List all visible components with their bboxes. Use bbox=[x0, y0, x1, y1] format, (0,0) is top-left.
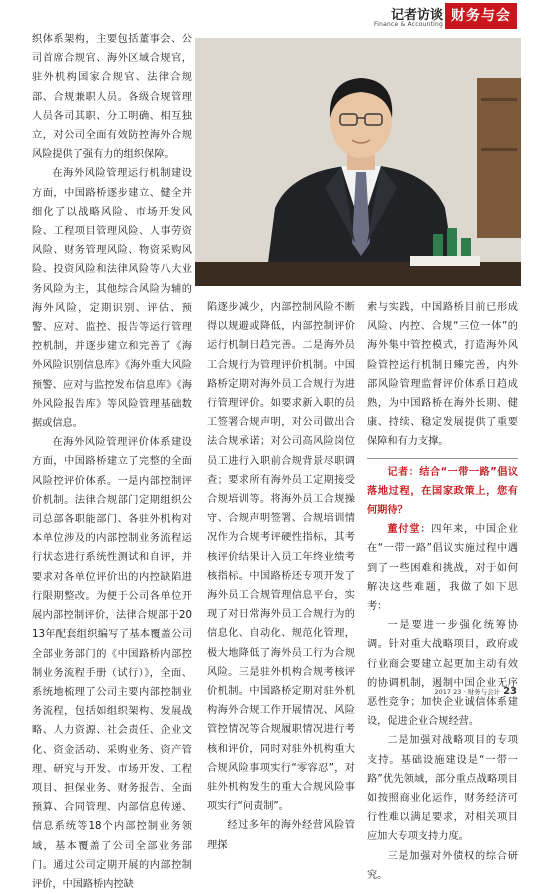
text-column-1 bbox=[32, 30, 192, 894]
answer-point: 三是加强对外债权的综合研究。 bbox=[367, 850, 518, 881]
question-text: 结合“一带一路”倡议落地过程，在国家政策上，您有何期待？ bbox=[367, 466, 519, 517]
paragraph: 陷逐步减少，内部控制风险不断得以规避或降低，内部控制评价运行机制日趋完善。二是海外员工合规行为管理评价机制。中国路桥定期对海外员工合规行为进行管理评价。如要求新入职的员工签署合规声明，对公司做出合法合规承诺；对公司高风险岗位员工进行入职前合规背景尽职调查；要求所有海外员工定期接受合规培训等。将海外员工合规操守、合规声明签署、合规培训情况作为合规考评硬性指标，其考核评价结果计入员工年终业绩考核指标。中国路桥还专项开发了海外员工合规管理信息平台，实现了对日常海外员工合规行为的信息化、自动化、规范化管理，极大地降低了海外员工行为合规风险。三是驻外机构合规考核评价机制。中国路桥定期对驻外机构海外合规工作开展情况、风险管控情况等合规履职情况进行考核和评价，同时对驻外机构重大合规风险事项实行“零容忍”，对驻外机构发生的重大合规风险事项实行“问责制”。 bbox=[207, 302, 355, 813]
question-prefix: 记者： bbox=[387, 466, 420, 478]
paragraph: 织体系架构，主要包括董事会、公司首席合规官、海外区域合规官，驻外机构国家合规官、法律合规部、合规兼职人员。各级合规管理人员各司其职、分工明确、相互独立，对公司全面有效防控海外合规风险提供了强有力的组织保障。 bbox=[32, 34, 192, 161]
answer-name: 董付堂： bbox=[387, 524, 432, 536]
section-subtitle: Finance & Accounting bbox=[374, 21, 443, 28]
interview-answer bbox=[367, 520, 518, 616]
text-column-3 bbox=[367, 298, 518, 885]
text-column-2 bbox=[207, 298, 355, 855]
magazine-logo: 财务与会 bbox=[445, 3, 517, 29]
answer-text: 四年来，中国企业在“一带一路”倡议实施过程中遇到了一些困难和挑战，对于如何解决这些难题，我做了如下思考： bbox=[367, 524, 519, 613]
page-number: 23 bbox=[503, 686, 517, 697]
issue-label: 2017 23 · 财务与会计 bbox=[434, 688, 501, 696]
paragraph: 索与实践，中国路桥目前已形成风险、内控、合规“三位一体”的海外集中管控模式，打造海外风险管控运行机制日臻完善，内外部风险管理监督评价体系日趋成熟，为中国路桥在海外长期、健康、持续、稳定发展提供了重要保障和有力支撑。 bbox=[367, 302, 518, 448]
section-title: 记者访谈 bbox=[390, 8, 443, 23]
answer-point: 一是要进一步强化统筹协调。针对重大战略项目，政府或行业商会要建立起更加主动有效的协调机制，遏制中国企业无序恶性竞争；加快企业诚信体系建设，促进企业合规经营。 bbox=[367, 620, 518, 728]
section-divider bbox=[367, 458, 518, 459]
answer-point: 二是加强对战略项目的专项支持。基础设施建设是“一带一路”优先领域，部分重点战略项目如按照商业化运作，财务经济可行性难以满足要求，对相关项目应加大专项支持力度。 bbox=[367, 735, 518, 843]
interviewee-portrait-photo bbox=[195, 38, 521, 286]
interview-question bbox=[367, 463, 518, 521]
paragraph: 在海外风险管理评价体系建设方面，中国路桥建立了完整的全面风险控评价体系。一是内部控制评价机制。法律合规部门定期组织公司总部各职能部门、各驻外机构对本单位涉及的内部控制业务流程运行状态进行系统性测试和自评，并要求对各单位评价出的内控缺陷进行限期整改。为便于公司各单位开展内部控制评价，法律合规部于2013年配套组织编写了基本覆盖公司全部业务部门的《中国路桥内部控制业务流程手册（试行）》，全面、系统地梳理了公司主要内部控制业务流程，包括如组织架构、发展战略、人力资源、社会责任、企业文化、资金活动、采购业务、资产管理、研究与开发、市场开发、工程项目、担保业务、财务报告、全面预算、合同管理、内部信息传递、信息系统等18个内部控制业务领域，基本覆盖了公司全部业务部门。通过公司定期开展的内部控制评价，中国路桥内控缺 bbox=[32, 437, 192, 890]
paragraph: 在海外风险管理运行机制建设方面，中国路桥逐步建立、健全并细化了以战略风险、市场开发风险、工程项目管理风险、人事劳资风险、财务管理风险、物资采购风险、投资风险和法律风险等八大业务风险为主，其他综合风险为辅的海外风险，定期识别、评估、预警、应对、监控、报告等运行管理控机制，并逐步建立和完善了《海外风险识别信息库》《海外重大风险预警、应对与监控发布信息库》《海外风险报告库》等风险管理基础数据或信息。 bbox=[32, 168, 192, 430]
page-header bbox=[0, 0, 539, 34]
paragraph: 经过多年的海外经营风险管理探 bbox=[207, 820, 355, 851]
page-footer bbox=[435, 686, 518, 697]
